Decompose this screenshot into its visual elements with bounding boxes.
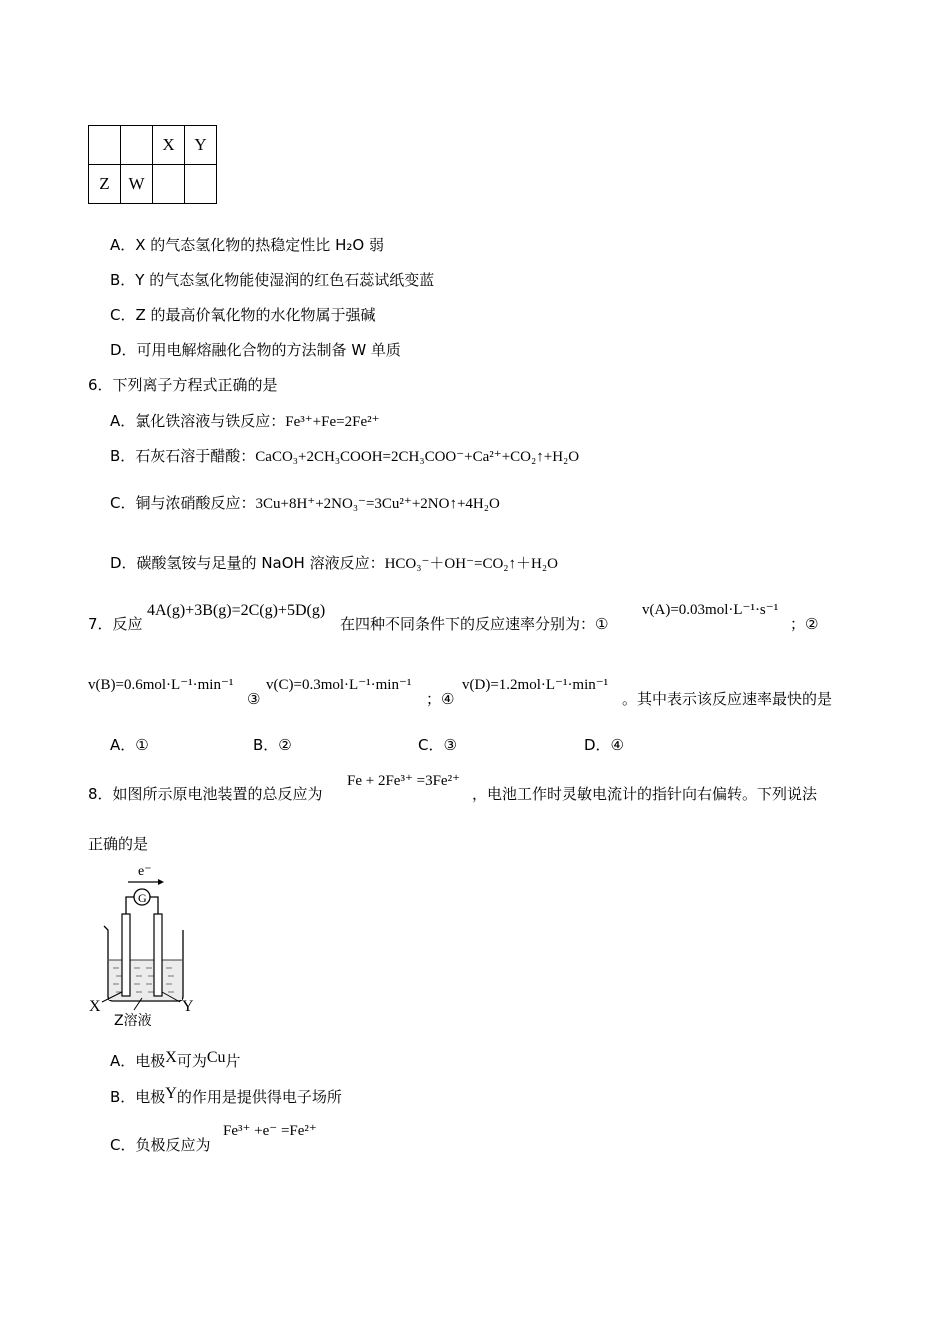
equation: 3Cu+8H⁺+2NO₃⁻=3Cu²⁺+2NO↑+4H₂O	[255, 496, 500, 512]
label-y: Y	[182, 998, 194, 1015]
text: 的作用是提供得电子场所	[176, 1088, 342, 1106]
option-label: B．石灰石溶于醋酸：	[110, 447, 256, 465]
symbol-y: Y	[165, 1085, 177, 1102]
q5-option-d: D．可用电解熔融化合物的方法制备 W 单质	[110, 341, 401, 359]
q7-option-b: B．②	[253, 736, 292, 754]
q8-option-a	[110, 1049, 241, 1070]
cell-x: X	[153, 126, 185, 165]
q7-rate-1: v(A)=0.03mol·L⁻¹·s⁻¹	[642, 602, 779, 618]
cell-z: Z	[89, 165, 121, 204]
option-label: B．电极	[110, 1088, 166, 1106]
q7-marker-4: ；④	[426, 690, 455, 708]
q7-rate-3: v(C)=0.3mol·L⁻¹·min⁻¹	[266, 677, 412, 693]
galvanic-cell-diagram	[86, 862, 201, 1034]
equation: CaCO₃+2CH₃COOH=2CH₃COO⁻+Ca²⁺+CO₂↑+H₂O	[255, 449, 580, 465]
q6-option-c	[110, 496, 500, 512]
q5-option-c: C．Z 的最高价氧化物的水化物属于强碱	[110, 306, 376, 324]
symbol-x: X	[165, 1049, 177, 1066]
q6-option-b	[110, 449, 579, 465]
q6-option-a	[110, 414, 380, 430]
q7-rate-4: v(D)=1.2mol·L⁻¹·min⁻¹	[462, 677, 609, 693]
q7-equation: 4A(g)+3B(g)=2C(g)+5D(g)	[147, 602, 326, 619]
electron-label: e⁻	[138, 864, 152, 879]
text: 可为	[176, 1052, 207, 1070]
option-label: C．铜与浓硝酸反应：	[110, 494, 256, 512]
cell-empty	[121, 126, 153, 165]
option-label: A．氯化铁溶液与铁反应：	[110, 412, 286, 430]
q8-stem-tail: ，电池工作时灵敏电流计的指针向右偏转。下列说法	[472, 785, 818, 803]
option-label: D．碳酸氢铵与足量的 NaOH 溶液反应：	[110, 554, 385, 572]
cell-empty	[89, 126, 121, 165]
q6-option-d	[110, 556, 558, 572]
q8-option-b	[110, 1085, 342, 1106]
cell-empty	[185, 165, 217, 204]
q8-equation: Fe + 2Fe³⁺ =3Fe²⁺	[347, 773, 460, 789]
symbol-cu: Cu	[206, 1049, 226, 1066]
q7-option-d: D．④	[584, 736, 624, 754]
cell-empty	[153, 165, 185, 204]
q6-stem: 6．下列离子方程式正确的是	[88, 376, 278, 394]
q7-tail: 。其中表示该反应速率最快的是	[622, 690, 833, 708]
option-label: A．电极	[110, 1052, 166, 1070]
cell-w: W	[121, 165, 153, 204]
q5-option-a: A．X 的气态氢化物的热稳定性比 H₂O 弱	[110, 236, 384, 254]
solution-fill	[109, 960, 182, 1000]
q7-option-a: A．①	[110, 736, 149, 754]
electrode-y	[154, 914, 162, 996]
electrode-x	[122, 914, 130, 996]
q7-rate-2: v(B)=0.6mol·L⁻¹·min⁻¹	[88, 677, 234, 693]
label-x: X	[89, 998, 101, 1015]
cell-y: Y	[185, 126, 217, 165]
arrow-head	[158, 879, 164, 885]
equation: HCO₃⁻＋OH⁻=CO₂↑＋H₂O	[384, 556, 558, 572]
label-solution: Z溶液	[114, 1013, 152, 1029]
q5-option-b: B．Y 的气态氢化物能使湿润的红色石蕊试纸变蓝	[110, 271, 435, 289]
q8-stem-line2: 正确的是	[88, 835, 149, 853]
q8-option-c: C．负极反应为	[110, 1136, 211, 1154]
q8-option-c-equation: Fe³⁺ +e⁻ =Fe²⁺	[223, 1123, 317, 1139]
equation: Fe³⁺+Fe=2Fe²⁺	[285, 414, 380, 430]
text: 片	[225, 1052, 241, 1070]
q7-stem: 在四种不同条件下的反应速率分别为：①	[340, 615, 609, 633]
q7-sep-2: ；②	[790, 615, 819, 633]
q7-option-c: C．③	[418, 736, 457, 754]
element-table	[88, 125, 217, 204]
q8-stem: 8．如图所示原电池装置的总反应为	[88, 785, 323, 803]
q7-number: 7．反应	[88, 615, 143, 633]
wire-left	[126, 897, 134, 914]
q7-marker-3: ③	[247, 690, 261, 708]
galvanometer-label: G	[138, 891, 147, 905]
wire-right	[150, 897, 158, 914]
